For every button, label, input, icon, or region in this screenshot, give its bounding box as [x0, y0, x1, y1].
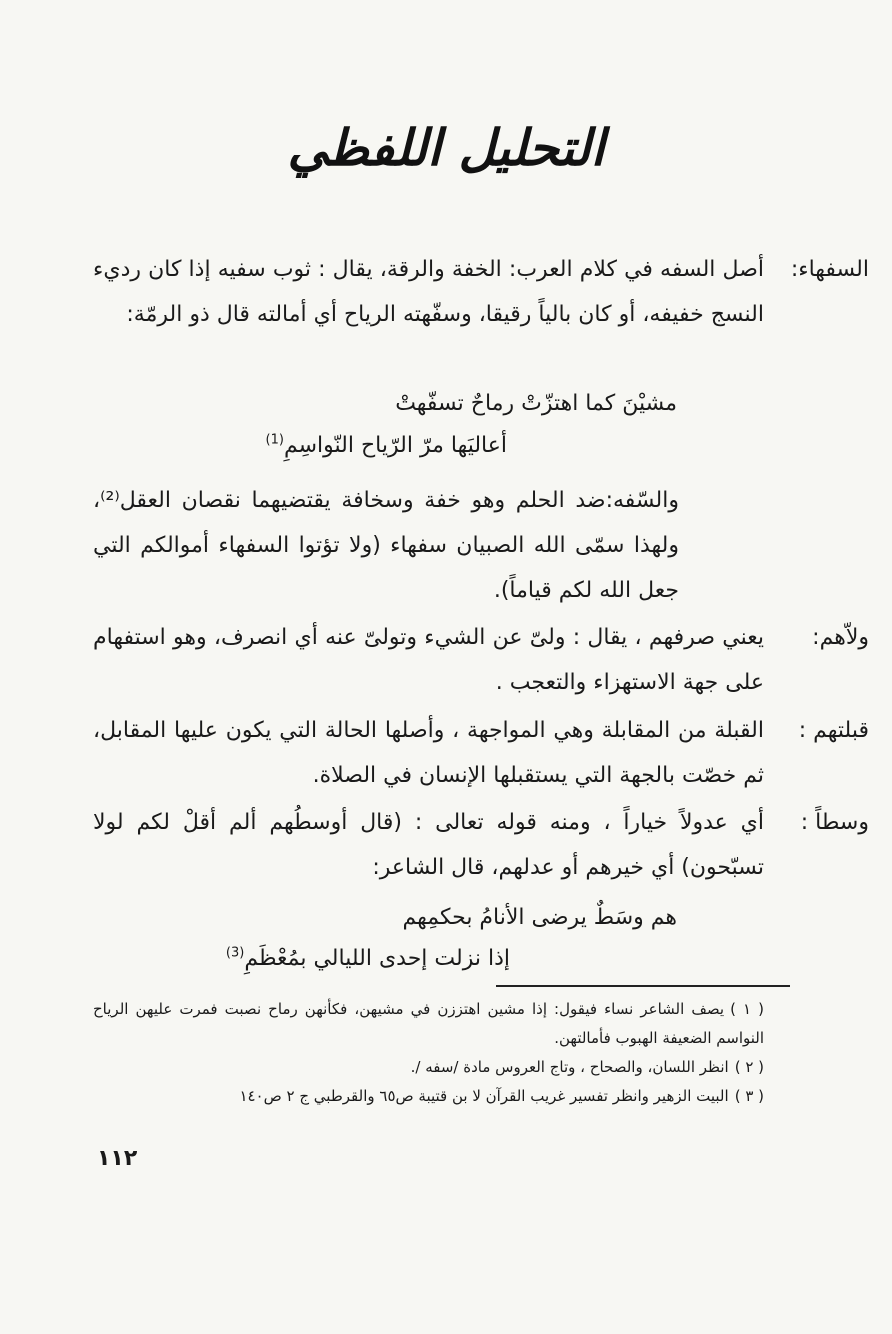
verse-1-line-2 [266, 426, 507, 466]
entry-body: أي عدولاً خياراً ، ومنه قوله تعالى : (قال أوسطُهم ألم أقلْ لكم لولا تسبّحون) أي خيرهم أو عدلهم، قال الشاعر: [93, 810, 764, 880]
footnote-3 [93, 1082, 764, 1111]
footnotes [93, 995, 764, 1111]
footnote-divider [496, 985, 790, 987]
footnote-number: ( ١ ) [730, 1000, 765, 1018]
entry-sufahaa [93, 247, 869, 337]
verse-1-line-2-text: أعاليَها مرّ الرّياح النّواسِمِ [283, 433, 507, 458]
entry-term: قبلتهم : [798, 718, 869, 743]
entry-qiblatihim [93, 708, 869, 798]
footnote-text: انظر اللسان، والصحاح ، وتاج العروس مادة /سفه /. [410, 1058, 729, 1076]
entry-term: ولاّهم: [812, 625, 869, 650]
page-number: ١١٢ [97, 1146, 138, 1171]
verse-2-line-2-text: إذا نزلت إحدى الليالي بمُعْظَمِ [244, 946, 510, 971]
footnote-text: البيت الزهير وانظر تفسير غريب القرآن لا بن قتيبة ص٦٥ والقرطبي ج ٢ ص١٤٠ [239, 1087, 729, 1105]
verse-1-line-1: مشيْنَ كما اهتزّتْ رماحٌ تسفّهتْ [395, 391, 677, 416]
entry-safah [93, 478, 679, 613]
verse-2-line-1: هم وسَطٌ يرضى الأنامُ بحكمِهم [402, 905, 677, 930]
entry-term: وسطاً : [800, 810, 869, 835]
entry-body: أصل السفه في كلام العرب: الخفة والرقة، يقال : ثوب سفيه إذا كان رديء النسج خفيفه، أو كان بالياً رقيقا، وسفّهته الرياح أي أمالته قال ذو الرمّة: [93, 257, 764, 327]
footnote-2 [93, 1053, 764, 1082]
footnote-text: يصف الشاعر نساء فيقول: إذا مشين اهتززن في مشيهن، فكأنهن رماح نصبت فمرت عليهن الرياح النواسم الضعيفة الهبوب فأمالتهن. [93, 1000, 764, 1047]
entry-body: والسّفه:ضد الحلم وهو خفة وسخافة يقتضيهما نقصان العقل⁽²⁾، ولهذا سمّى الله الصبيان سفهاء (ولا تؤتوا السفهاء أموالكم التي جعل الله لكم قياماً). [93, 488, 679, 603]
entry-wasatan [93, 800, 869, 890]
footnote-ref-1: (1) [265, 432, 284, 448]
entry-term: السفهاء: [790, 257, 869, 282]
section-heading: التحليل اللفظي [287, 118, 605, 177]
footnote-ref-3: (3) [225, 945, 245, 961]
entry-wallahum [93, 615, 869, 705]
footnote-number: ( ٢ ) [734, 1058, 764, 1076]
footnote-number: ( ٣ ) [734, 1087, 764, 1105]
entry-body: القبلة من المقابلة وهي المواجهة ، وأصلها الحالة التي يكون عليها المقابل، ثم خصّت بالجهة التي يستقبلها الإنسان في الصلاة. [93, 718, 764, 788]
footnote-1 [93, 995, 764, 1053]
entry-body: يعني صرفهم ، يقال : ولىّ عن الشيء وتولىّ عنه أي انصرف، وهو استفهام على جهة الاستهزاء والتعجب . [93, 625, 764, 695]
verse-2-line-2 [226, 939, 510, 979]
